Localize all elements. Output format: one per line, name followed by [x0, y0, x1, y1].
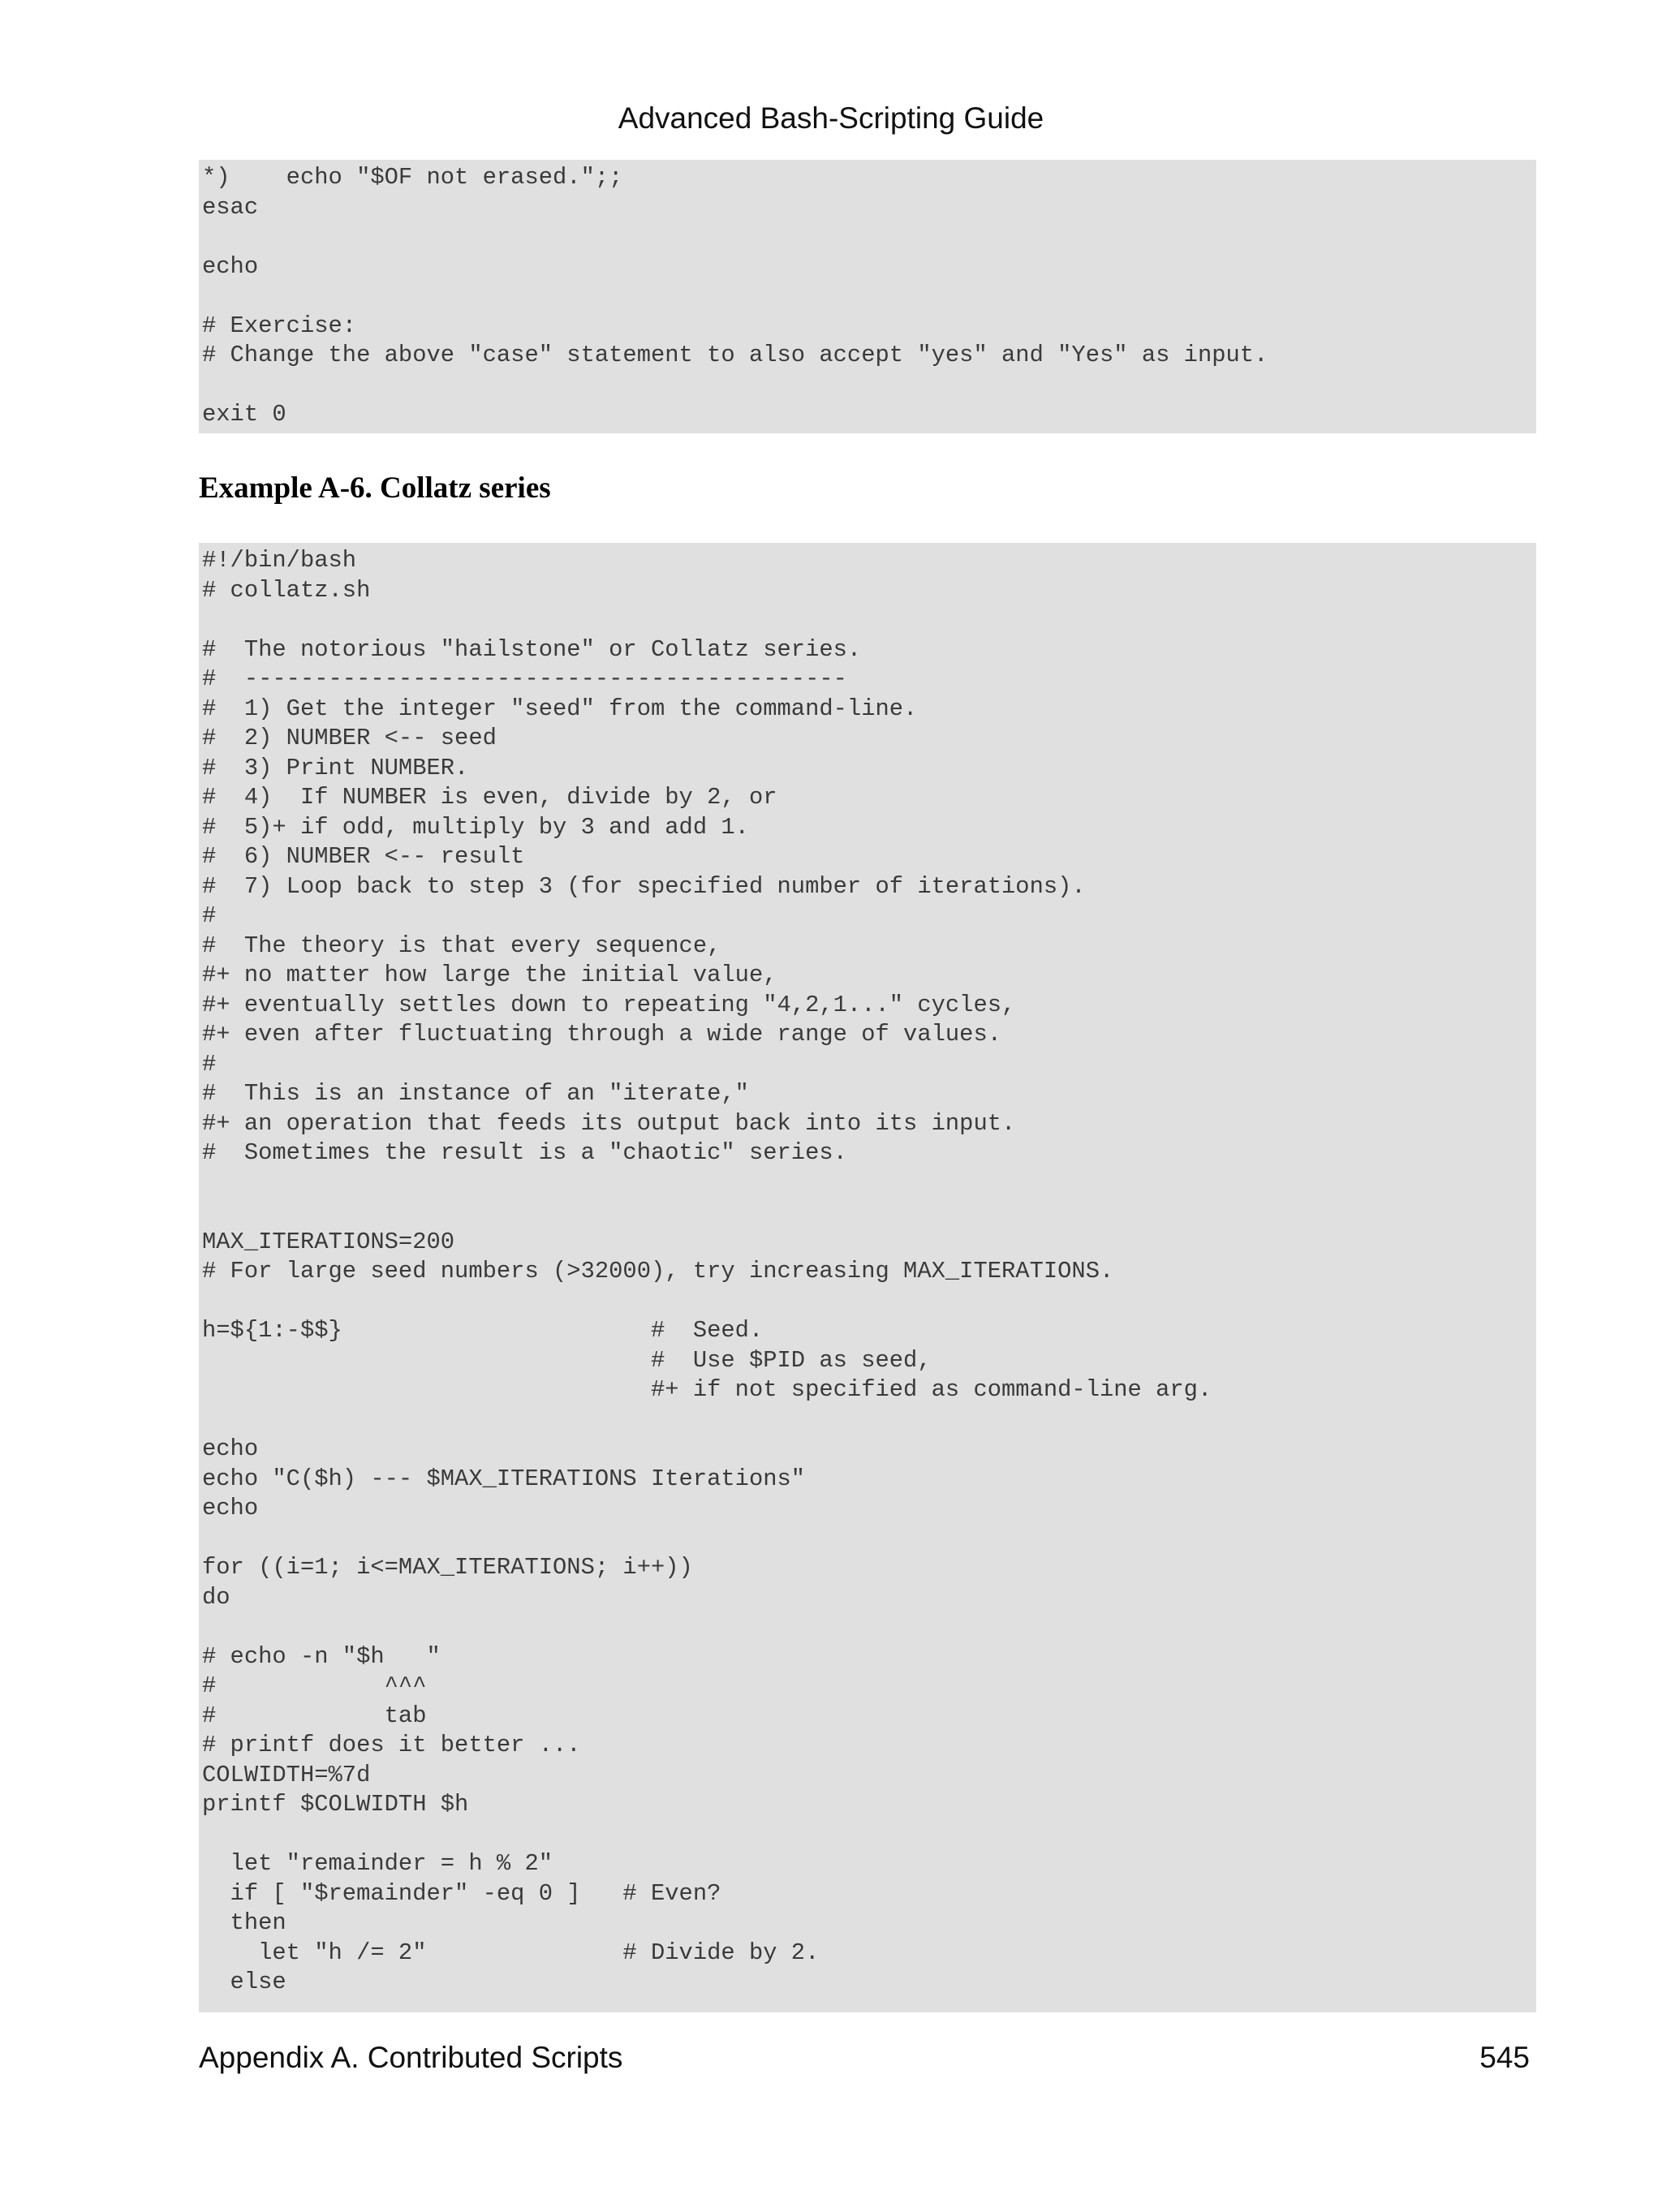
code-line: do: [202, 1583, 230, 1611]
code-line: #+ an operation that feeds its output back into its input.: [202, 1109, 1016, 1137]
code-line: # printf does it better ...: [202, 1732, 581, 1758]
footer-page-number: 545: [1479, 2041, 1530, 2074]
code-line: h=${1:-$$} # Seed.: [202, 1317, 764, 1344]
code-line: #: [202, 902, 217, 929]
code-line: # The notorious "hailstone" or Collatz series.: [202, 635, 862, 663]
code-block-case-statement: [199, 160, 1536, 433]
example-title: Example A-6. Collatz series: [199, 471, 551, 505]
footer-section-title: Appendix A. Contributed Scripts: [199, 2041, 623, 2074]
code-line: let "h /= 2" # Divide by 2.: [202, 1939, 820, 1966]
code-line: # tab: [202, 1702, 427, 1729]
code-line: [202, 1612, 1536, 1642]
code-line: #+ eventually settles down to repeating "4,2,1..." cycles,: [202, 991, 1016, 1018]
code-line: #+ if not specified as command-line arg.: [202, 1376, 1212, 1403]
code-line: [202, 1405, 1536, 1435]
code-line: # 2) NUMBER <-- seed: [202, 725, 497, 751]
code-line: echo "C($h) --- $MAX_ITERATIONS Iterations": [202, 1465, 806, 1492]
code-line: echo: [202, 1435, 259, 1462]
code-line: let "remainder = h % 2": [202, 1850, 553, 1877]
code-line: [202, 1820, 1536, 1850]
code-line: # Exercise:: [202, 312, 357, 339]
code-line: # 6) NUMBER <-- result: [202, 843, 525, 870]
code-line: # Use $PID as seed,: [202, 1346, 932, 1374]
code-line: # 5)+ if odd, multiply by 3 and add 1.: [202, 813, 749, 841]
code-line: [202, 1524, 1536, 1554]
page-header: Advanced Bash-Scripting Guide: [618, 101, 1044, 135]
code-line: [202, 222, 1536, 252]
code-line: printf $COLWIDTH $h: [202, 1791, 469, 1818]
code-line: # 7) Loop back to step 3 (for specified number of iterations).: [202, 872, 1086, 900]
code-line: # This is an instance of an "iterate,": [202, 1080, 749, 1107]
code-line: # Change the above "case" statement to also accept "yes" and "Yes" as input.: [202, 342, 1268, 368]
code-line: *) echo "$OF not erased.";;: [202, 164, 623, 191]
code-line: # 1) Get the integer "seed" from the command-line.: [202, 695, 918, 722]
code-line: else: [202, 1969, 286, 1995]
code-line: # 4) If NUMBER is even, divide by 2, or: [202, 784, 777, 811]
code-line: #: [202, 1050, 217, 1078]
code-line: [202, 605, 1536, 635]
code-line: # -------------------------------------------: [202, 665, 847, 692]
code-block-collatz: [199, 543, 1536, 2012]
code-line: #!/bin/bash: [202, 547, 357, 574]
code-line: # Sometimes the result is a "chaotic" series.: [202, 1139, 847, 1166]
code-line: [202, 1287, 1536, 1317]
code-line: #+ even after fluctuating through a wide range of values.: [202, 1021, 1002, 1048]
code-line: # For large seed numbers (>32000), try increasing MAX_ITERATIONS.: [202, 1258, 1114, 1285]
code-line: esac: [202, 193, 259, 221]
code-line: [202, 371, 1536, 401]
code-line: # The theory is that every sequence,: [202, 932, 721, 959]
code-line: #+ no matter how large the initial value,: [202, 962, 777, 988]
code-line: # ^^^: [202, 1672, 427, 1699]
code-line: # collatz.sh: [202, 576, 371, 604]
code-line: [202, 282, 1536, 312]
code-line: echo: [202, 1495, 259, 1521]
code-line: then: [202, 1909, 286, 1936]
code-line: [202, 1168, 1536, 1199]
code-line: [202, 1198, 1536, 1228]
code-line: exit 0: [202, 401, 286, 428]
code-line: MAX_ITERATIONS=200: [202, 1228, 455, 1255]
code-line: if [ "$remainder" -eq 0 ] # Even?: [202, 1879, 721, 1907]
code-line: COLWIDTH=%7d: [202, 1761, 371, 1788]
code-line: for ((i=1; i<=MAX_ITERATIONS; i++)): [202, 1554, 693, 1581]
code-line: # 3) Print NUMBER.: [202, 754, 469, 781]
code-line: echo: [202, 252, 259, 280]
code-line: # echo -n "$h ": [202, 1642, 441, 1670]
